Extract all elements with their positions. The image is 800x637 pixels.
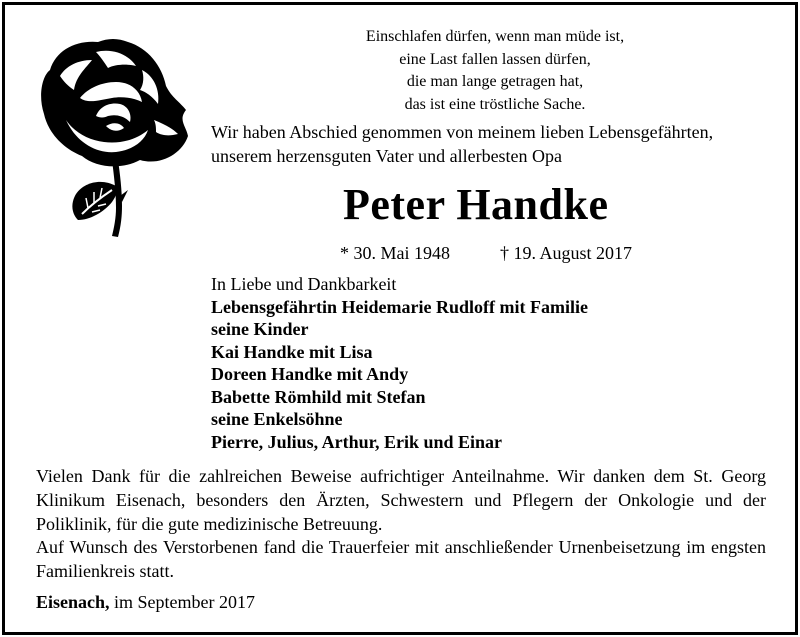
intro-line: unserem herzensguten Vater und allerbesten Opa bbox=[211, 146, 563, 166]
thanks-text bbox=[36, 465, 766, 584]
thanks-paragraph: Vielen Dank für die zahlreichen Beweise aufrichtiger Anteilnahme. Wir danken dem St. Georg Klinikum Eisenach, besonders den Ärzten, Schwestern und Pflegern der Onkologie und der Poliklinik, für die gute medizinische Betreuung. bbox=[36, 466, 766, 534]
family-lead: In Liebe und Dankbarkeit bbox=[211, 274, 397, 294]
signature-line bbox=[36, 590, 255, 614]
signature-date: im September 2017 bbox=[114, 592, 255, 612]
signature-place: Eisenach, bbox=[36, 592, 110, 612]
intro-line: Wir haben Abschied genommen von meinem lieben Lebensgefährten, bbox=[211, 122, 714, 142]
family-member: Lebensgefährtin Heidemarie Rudloff mit Familie bbox=[211, 296, 588, 317]
family-list bbox=[211, 273, 588, 453]
family-member: seine Kinder bbox=[211, 319, 309, 339]
family-member: seine Enkelsöhne bbox=[211, 409, 343, 429]
family-member: Kai Handke mit Lisa bbox=[211, 341, 373, 362]
deceased-name: Peter Handke bbox=[343, 180, 609, 229]
poem-line: die man lange getragen hat, bbox=[406, 73, 584, 90]
poem-line: eine Last fallen lassen dürfen, bbox=[399, 50, 591, 68]
family-member: Pierre, Julius, Arthur, Erik und Einar bbox=[211, 431, 503, 452]
death-date: † 19. August 2017 bbox=[500, 243, 633, 263]
birth-date: * 30. Mai 1948 bbox=[340, 243, 450, 263]
family-member: Doreen Handke mit Andy bbox=[211, 364, 409, 384]
poem-verse bbox=[300, 26, 690, 116]
poem-line: das ist eine tröstliche Sache. bbox=[404, 95, 586, 113]
life-dates bbox=[340, 241, 633, 265]
intro-text bbox=[211, 120, 771, 168]
family-member: Babette Römhild mit Stefan bbox=[211, 386, 426, 407]
funeral-note: Auf Wunsch des Verstorbenen fand die Trauerfeier mit anschließender Urnenbeisetzung im engsten Familienkreis statt. bbox=[36, 537, 766, 582]
rose-icon bbox=[36, 36, 196, 241]
poem-line: Einschlafen dürfen, wenn man müde ist, bbox=[365, 28, 625, 45]
